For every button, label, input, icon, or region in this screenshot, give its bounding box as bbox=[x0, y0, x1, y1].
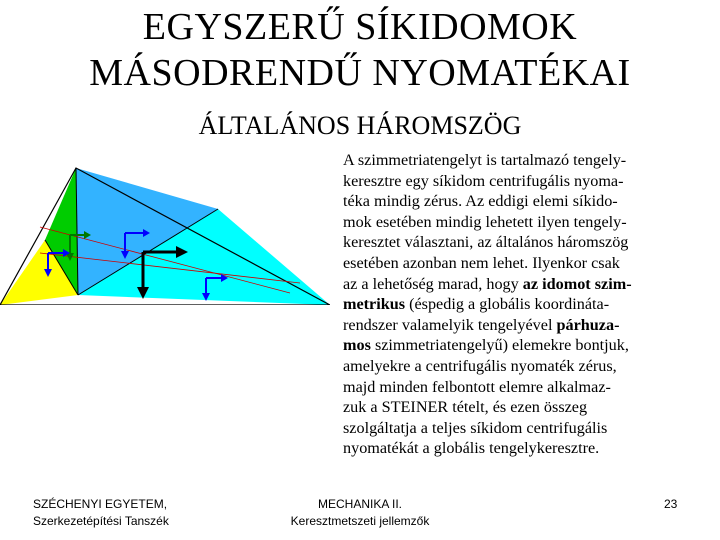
paragraph-line bbox=[343, 212, 707, 233]
footer-department: Szerkezetépítési Tanszék bbox=[33, 514, 169, 528]
paragraph-text: az a lehetőség marad, hogy bbox=[343, 274, 523, 293]
paragraph-text: rendszer valamelyik tengelyével bbox=[343, 315, 557, 334]
title-line-1: EGYSZERŰ SÍKIDOMOK bbox=[142, 6, 578, 48]
paragraph-text: szolgáltatja a teljes síkidom centrifugális bbox=[343, 418, 608, 437]
paragraph-text: téka mindig zérus. Az eddigi elemi síkido- bbox=[343, 192, 618, 211]
paragraph-text: amelyekre a centrifugális nyomaték zérus, bbox=[343, 356, 617, 375]
paragraph-line bbox=[343, 397, 707, 418]
paragraph-line bbox=[343, 294, 707, 315]
paragraph-text: A szimmetriatengelyt is tartalmazó tengely- bbox=[343, 151, 627, 169]
emphasis-text: mos bbox=[343, 336, 371, 355]
paragraph-line bbox=[343, 274, 707, 295]
footer-chapter: Keresztmetszeti jellemzők bbox=[290, 514, 430, 528]
paragraph-text: (éspedig a globális koordináta- bbox=[405, 295, 610, 314]
paragraph-line bbox=[343, 377, 707, 398]
paragraph-text: zuk a STEINER tételt, és ezen összeg bbox=[343, 398, 588, 417]
paragraph-line bbox=[343, 150, 707, 171]
footer-course bbox=[286, 496, 434, 530]
paragraph-line bbox=[343, 356, 707, 377]
footer-university: SZÉCHENYI EGYETEM, bbox=[33, 497, 168, 511]
paragraph-line bbox=[343, 232, 707, 253]
emphasis-text: metrikus bbox=[343, 295, 406, 314]
description-paragraph bbox=[343, 150, 707, 459]
footer-course-name: MECHANIKA II. bbox=[317, 497, 403, 511]
paragraph-text: keresztet választani, az általános háromszög bbox=[343, 233, 629, 252]
paragraph-text: szimmetriatengelyű) elemekre bontjuk, bbox=[370, 336, 629, 355]
subtitle: ÁLTALÁNOS HÁROMSZÖG bbox=[198, 111, 522, 140]
emphasis-text: párhuza- bbox=[556, 315, 620, 334]
triangle-figure bbox=[0, 165, 330, 305]
paragraph-text: mok esetében mindig lehetett ilyen tengely- bbox=[343, 212, 627, 231]
paragraph-line bbox=[343, 171, 707, 192]
paragraph-line bbox=[343, 191, 707, 212]
paragraph-text: keresztre egy síkidom centrifugális nyoma- bbox=[343, 171, 624, 190]
title-line-2: MÁSODRENDŰ NYOMATÉKAI bbox=[89, 52, 631, 94]
paragraph-line bbox=[343, 253, 707, 274]
paragraph-line bbox=[343, 438, 707, 459]
paragraph-line bbox=[343, 418, 707, 439]
paragraph-text: majd minden felbontott elemre alkalmaz- bbox=[343, 377, 611, 396]
page-number: 23 bbox=[664, 497, 678, 511]
paragraph-text: esetében azonban nem lehet. Ilyenkor csak bbox=[343, 253, 620, 272]
paragraph-line bbox=[343, 315, 707, 336]
emphasis-text: az idomot szim- bbox=[522, 274, 632, 293]
paragraph-text: nyomatékát a globális tengelykeresztre. bbox=[343, 439, 600, 458]
paragraph-line bbox=[343, 335, 707, 356]
footer-institution bbox=[33, 496, 169, 530]
